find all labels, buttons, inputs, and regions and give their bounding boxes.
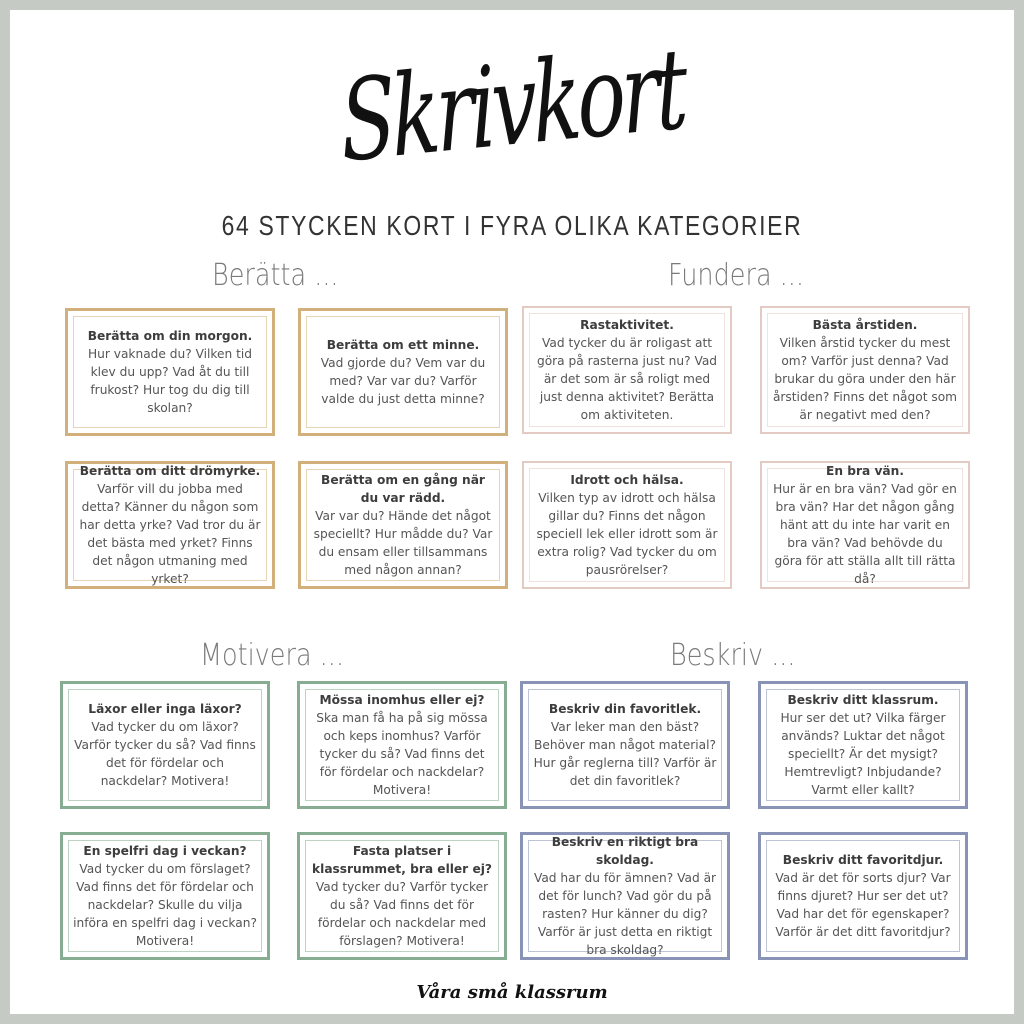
card-fundera-3 [522, 461, 732, 589]
card-title: En spelfri dag i veckan? [83, 844, 247, 858]
card-body: Vad tycker du om läxor? Varför tycker du så? Vad finns det för fördelar och nackdelar? Motivera! [74, 720, 256, 788]
card-body: Vad tycker du är roligast att göra på rasterna just nu? Vad är det som är så roligt med just denna aktivitet? Berätta om aktiviteten. [536, 336, 718, 422]
card-body: Vad har du för ämnen? Vad är det för lunch? Vad gör du på rasten? Hur känner du dig? Varför är just detta en riktigt bra skoldag? [533, 871, 717, 957]
card-body: Vad gjorde du? Vem var du med? Var var du? Varför valde du just detta minne? [320, 356, 486, 406]
card-motivera-3 [60, 832, 270, 960]
card-title: Berätta om ditt drömyrke. [79, 464, 261, 478]
card-title: Berätta om din morgon. [87, 329, 253, 343]
card-motivera-2 [297, 681, 507, 809]
card-title: Beskriv en riktigt bra skoldag. [551, 835, 699, 867]
card-motivera-1 [60, 681, 270, 809]
card-title: Rastaktivitet. [580, 318, 674, 332]
card-title: Berätta om en gång när du var rädd. [321, 473, 485, 505]
page-subtitle: 64 STYCKEN KORT I FYRA OLIKA KATEGORIER [221, 210, 803, 241]
card-body: Vilken årstid tycker du mest om? Varför just denna? Vad brukar du göra under den här årstiden? Finns det något som är negativt med den? [772, 336, 958, 422]
card-beratta-3 [65, 461, 275, 589]
page-title: Skrivkort [337, 24, 687, 188]
card-title: Idrott och hälsa. [570, 473, 684, 487]
card-body: Vad är det för sorts djur? Var finns djuret? Hur ser det ut? Vad har det för egenskaper? Varför är det ditt favoritdjur? [775, 871, 951, 939]
card-body: Var leker man den bäst? Behöver man något material? Hur går reglerna till? Varför är det din favoritlek? [533, 720, 717, 788]
card-title: En bra vän. [826, 464, 904, 478]
card-motivera-4 [297, 832, 507, 960]
card-body: Vilken typ av idrott och hälsa gillar du? Finns det någon speciell lek eller idrott som är extra rolig? Vad tycker du om pausrörelser? [536, 491, 718, 577]
card-body: Vad tycker du? Varför tycker du så? Vad finns det för fördelar och nackdelar med förslagen? Motivera! [315, 880, 489, 948]
card-body: Hur vaknade du? Vilken tid klev du upp? Vad åt du till frukost? Hur tog du dig till skolan? [87, 347, 253, 415]
category-label-beskriv: Beskriv ... [670, 638, 796, 673]
card-beratta-4 [298, 461, 508, 589]
card-body: Vad tycker du om förslaget? Vad finns det för fördelar och nackdelar? Skulle du vilja införa en spelfri dag i veckan? Motivera! [73, 862, 257, 948]
card-body: Hur ser det ut? Vilka färger används? Luktar det något speciellt? Är det mysigt? Hemtrevligt? Inbjudande? Varmt eller kallt? [780, 711, 946, 797]
card-body: Ska man få ha på sig mössa och keps inomhus? Varför tycker du så? Vad finns det för fördelar och nackdelar? Motivera! [316, 711, 488, 797]
category-label-motivera: Motivera ... [200, 638, 345, 673]
card-fundera-2 [760, 306, 970, 434]
card-beratta-2 [298, 308, 508, 436]
card-title: Beskriv din favoritlek. [548, 702, 702, 716]
card-fundera-4 [760, 461, 970, 589]
category-label-beratta: Berätta ... [212, 258, 339, 293]
card-title: Mössa inomhus eller ej? [319, 693, 485, 707]
card-body: Var var du? Hände det något speciellt? Hur mådde du? Var du ensam eller tillsammans med någon annan? [313, 509, 493, 577]
card-beskriv-4 [758, 832, 968, 960]
poster-sheet [10, 10, 1014, 1014]
card-title: Bästa årstiden. [812, 318, 918, 332]
card-title: Fasta platser i klassrummet, bra eller ej? [312, 844, 492, 876]
category-label-fundera: Fundera ... [668, 258, 805, 293]
card-beskriv-2 [758, 681, 968, 809]
card-title: Beskriv ditt favoritdjur. [782, 853, 944, 867]
card-title: Läxor eller inga läxor? [88, 702, 242, 716]
card-beskriv-1 [520, 681, 730, 809]
card-fundera-1 [522, 306, 732, 434]
card-title: Berätta om ett minne. [326, 338, 480, 352]
card-beratta-1 [65, 308, 275, 436]
card-body: Hur är en bra vän? Vad gör en bra vän? Har det någon gång hänt att du inte har varit en bra vän? Vad behövde du göra för att ställa allt till rätta då? [773, 482, 957, 586]
card-title: Beskriv ditt klassrum. [787, 693, 939, 707]
card-body: Varför vill du jobba med detta? Känner du någon som har detta yrke? Vad tror du är det bästa med yrket? Finns det någon utmaning med yrket? [79, 482, 261, 586]
footer-brand: Våra små klassrum [416, 982, 608, 1003]
card-beskriv-3 [520, 832, 730, 960]
